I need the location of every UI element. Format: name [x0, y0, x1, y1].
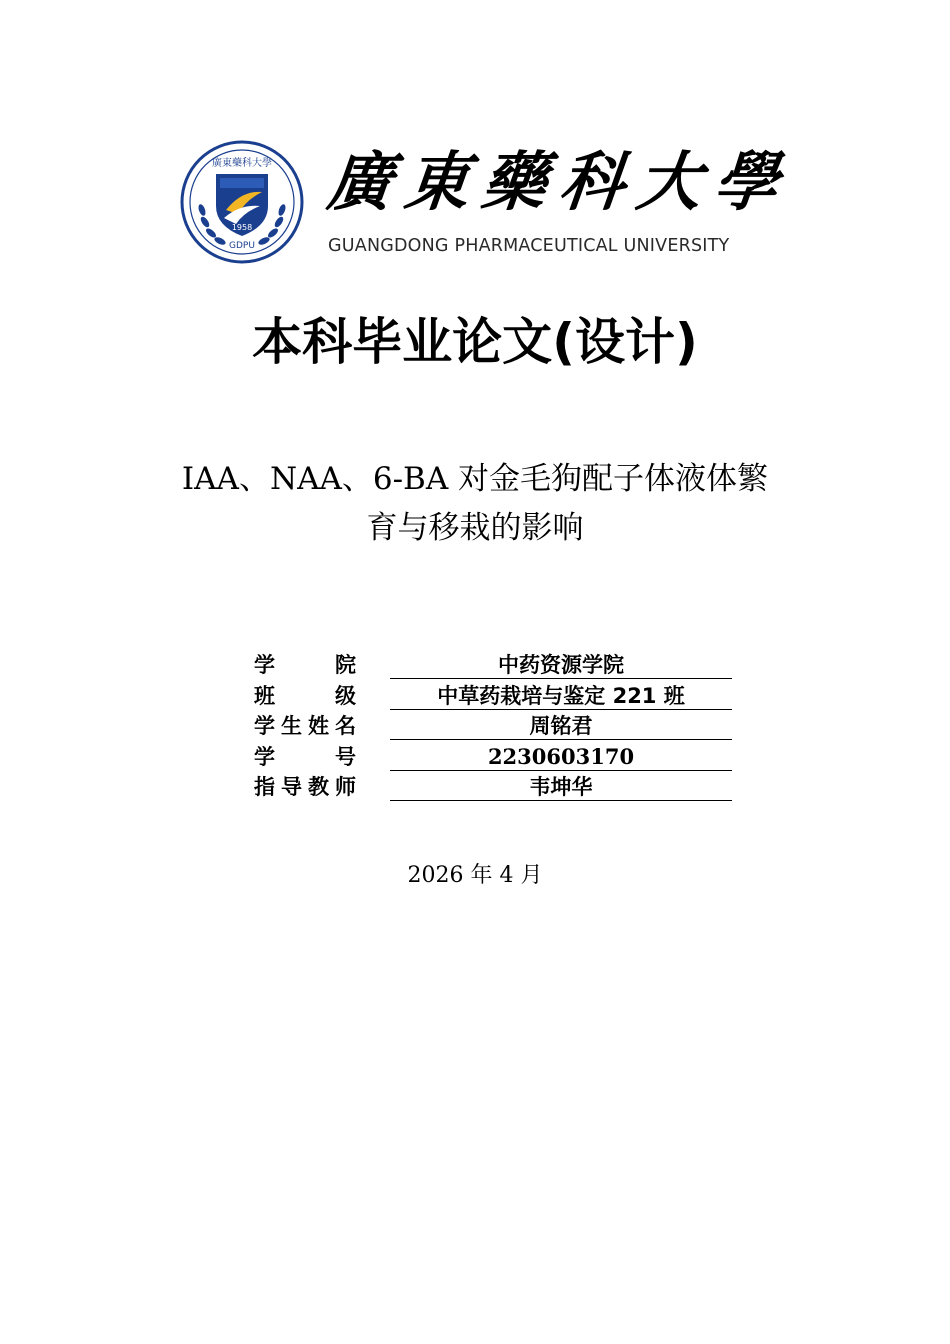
class-value: 中草药栽培与鉴定 221 班 [437, 683, 685, 708]
student-name-value: 周铭君 [529, 714, 593, 738]
university-name-cn-char: 大 [632, 145, 705, 220]
thesis-title-line-2: 育与移栽的影响 [366, 510, 584, 546]
student-name-label [254, 713, 356, 739]
advisor-value: 韦坤华 [529, 775, 593, 799]
university-name-cn-char: 藥 [478, 145, 551, 220]
label-char: 生 [281, 714, 302, 738]
student-info-table [254, 650, 732, 803]
label-char: 导 [281, 775, 302, 799]
label-char: 级 [335, 683, 356, 708]
university-name-cn-char: 學 [710, 145, 782, 220]
info-row-advisor [254, 772, 732, 803]
label-char: 学 [254, 744, 275, 769]
label-char: 号 [335, 744, 356, 769]
university-name-cn [324, 142, 782, 224]
document-type-heading: 本科毕业论文(设计) [252, 313, 698, 371]
underline [390, 770, 732, 771]
seal-abbr: GDPU [229, 241, 255, 251]
university-logo [180, 140, 780, 265]
info-row-college [254, 650, 732, 681]
label-char: 班 [254, 683, 275, 708]
university-name-cn-char: 東 [401, 145, 474, 220]
underline [390, 800, 732, 801]
university-seal-icon [180, 140, 304, 264]
info-row-student [254, 711, 732, 742]
student-id-value: 2230603170 [487, 743, 635, 769]
label-char: 教 [308, 775, 329, 799]
thesis-title-line-1: IAA、NAA、6-BA 对金毛狗配子体液体繁 [181, 461, 769, 497]
submission-date: 2026 年 4 月 [407, 863, 543, 888]
student-id-label [254, 744, 356, 770]
underline [390, 678, 732, 679]
university-name-cn-char: 科 [555, 145, 628, 220]
label-char: 师 [335, 775, 356, 799]
advisor-label [254, 774, 356, 800]
underline [390, 709, 732, 710]
label-char: 名 [335, 714, 356, 738]
info-row-class [254, 681, 732, 712]
class-label [254, 683, 356, 709]
college-label [254, 652, 356, 678]
seal-arc-text: 廣東藥科大學 [212, 158, 272, 169]
label-char: 学 [254, 714, 275, 738]
label-char: 院 [335, 653, 356, 677]
label-char: 姓 [308, 714, 329, 738]
label-char: 学 [254, 653, 275, 677]
thesis-title [100, 455, 850, 553]
university-name-cn-char: 廣 [324, 145, 396, 220]
label-char: 指 [254, 775, 275, 799]
seal-year: 1958 [231, 223, 253, 232]
underline [390, 739, 732, 740]
info-row-student-id [254, 742, 732, 773]
university-name-en: GUANGDONG PHARMACEUTICAL UNIVERSITY [328, 236, 730, 256]
college-value: 中药资源学院 [498, 653, 624, 677]
